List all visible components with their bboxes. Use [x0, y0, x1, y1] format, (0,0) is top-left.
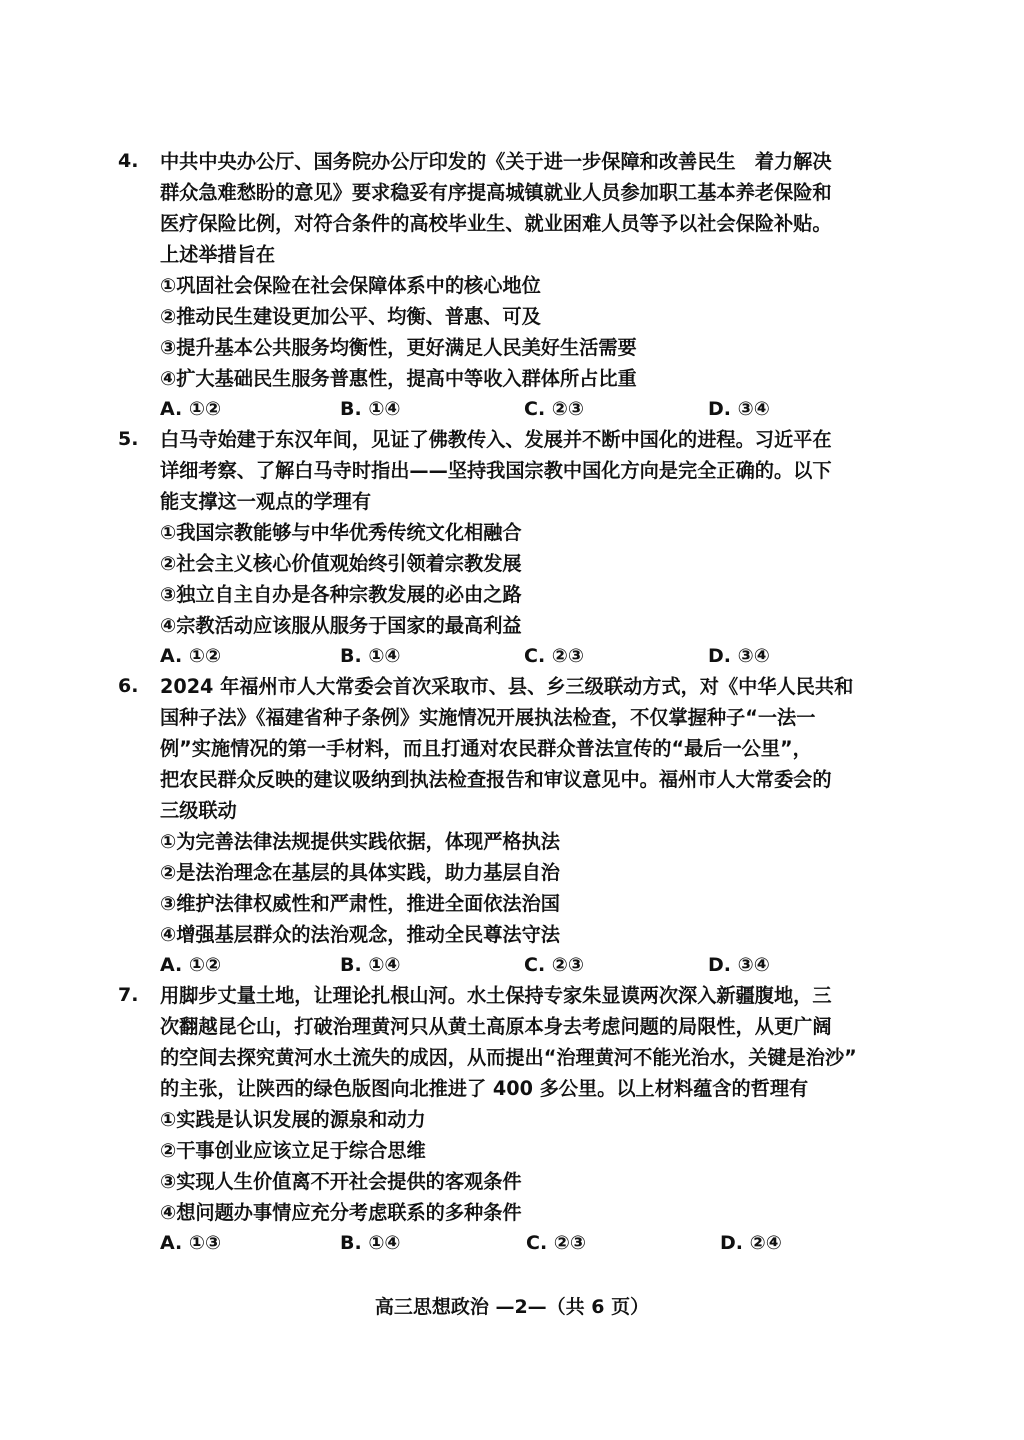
choice-b: B. ①④ — [340, 954, 401, 976]
question-number: 7. — [118, 984, 139, 1006]
option-item: ①实践是认识发展的源泉和动力 — [160, 1108, 426, 1131]
choice-c: C. ②③ — [524, 954, 584, 976]
option-item: ②推动民生建设更加公平、均衡、普惠、可及 — [160, 305, 541, 328]
choice-d: D. ③④ — [708, 645, 770, 667]
option-item: ③提升基本公共服务均衡性，更好满足人民美好生活需要 — [160, 336, 637, 359]
question-5 — [118, 424, 918, 672]
question-stem-line: 的空间去探究黄河水土流失的成因，从而提出“治理黄河不能光治水，关键是治沙” — [160, 1046, 857, 1069]
question-stem-line: 的主张，让陕西的绿色版图向北推进了 400 多公里。以上材料蕴含的哲理有 — [160, 1077, 809, 1100]
choice-b: B. ①④ — [340, 1232, 401, 1254]
option-item: ②社会主义核心价值观始终引领着宗教发展 — [160, 552, 522, 575]
choice-c: C. ②③ — [524, 398, 584, 420]
option-item: ④扩大基础民生服务普惠性，提高中等收入群体所占比重 — [160, 367, 637, 390]
answer-choices — [160, 950, 918, 981]
choice-a: A. ①② — [160, 954, 222, 976]
question-stem-line: 用脚步丈量土地，让理论扎根山河。水土保持专家朱显谟两次深入新疆腹地，三 — [160, 984, 832, 1007]
page-footer: 高三思想政治 —2—（共 6 页） — [374, 1296, 650, 1318]
option-item: ④宗教活动应该服从服务于国家的最高利益 — [160, 614, 522, 637]
question-4 — [118, 146, 918, 425]
option-item: ②是法治理念在基层的具体实践，助力基层自治 — [160, 861, 560, 884]
question-stem-line: 中共中央办公厅、国务院办公厅印发的《关于进一步保障和改善民生 着力解决 — [160, 150, 832, 173]
question-stem-line: 2024 年福州市人大常委会首次采取市、县、乡三级联动方式，对《中华人民共和 — [160, 675, 854, 698]
question-number: 4. — [118, 150, 139, 172]
answer-choices — [160, 1228, 918, 1259]
question-stem-line: 三级联动 — [160, 799, 237, 822]
question-stem-line: 例”实施情况的第一手材料，而且打通对农民群众普法宣传的“最后一公里”， — [160, 737, 812, 760]
question-stem-line: 能支撑这一观点的学理有 — [160, 490, 372, 513]
choice-a: A. ①③ — [160, 1232, 222, 1254]
option-item: ②干事创业应该立足于综合思维 — [160, 1139, 426, 1162]
option-item: ③实现人生价值离不开社会提供的客观条件 — [160, 1170, 522, 1193]
question-stem-line: 群众急难愁盼的意见》要求稳妥有序提高城镇就业人员参加职工基本养老保险和 — [160, 181, 832, 204]
question-7 — [118, 980, 918, 1259]
question-stem-line: 次翻越昆仑山，打破治理黄河只从黄土高原本身去考虑问题的局限性，从更广阔 — [160, 1015, 832, 1038]
question-stem-line: 国种子法》《福建省种子条例》实施情况开展执法检查，不仅掌握种子“一法一 — [160, 706, 816, 729]
option-item: ④想问题办事情应充分考虑联系的多种条件 — [160, 1201, 522, 1224]
choice-b: B. ①④ — [340, 645, 401, 667]
answer-choices — [160, 394, 918, 425]
choice-b: B. ①④ — [340, 398, 401, 420]
option-item: ①巩固社会保险在社会保障体系中的核心地位 — [160, 274, 541, 297]
option-item: ③独立自主自办是各种宗教发展的必由之路 — [160, 583, 522, 606]
question-stem-line: 白马寺始建于东汉年间，见证了佛教传入、发展并不断中国化的进程。习近平在 — [160, 428, 832, 451]
option-item: ①为完善法律法规提供实践依据，体现严格执法 — [160, 830, 560, 853]
question-stem-line: 详细考察、了解白马寺时指出——坚持我国宗教中国化方向是完全正确的。以下 — [160, 459, 832, 482]
option-item: ③维护法律权威性和严肃性，推进全面依法治国 — [160, 892, 560, 915]
option-item: ④增强基层群众的法治观念，推动全民尊法守法 — [160, 923, 560, 946]
choice-d: D. ②④ — [720, 1232, 782, 1254]
choice-c: C. ②③ — [526, 1232, 586, 1254]
choice-d: D. ③④ — [708, 954, 770, 976]
question-number: 6. — [118, 675, 139, 697]
choice-a: A. ①② — [160, 398, 222, 420]
question-stem-line: 上述举措旨在 — [160, 243, 276, 266]
option-item: ①我国宗教能够与中华优秀传统文化相融合 — [160, 521, 522, 544]
choice-a: A. ①② — [160, 645, 222, 667]
choice-c: C. ②③ — [524, 645, 584, 667]
question-6 — [118, 671, 918, 981]
question-number: 5. — [118, 428, 139, 450]
answer-choices — [160, 641, 918, 672]
question-stem-line: 医疗保险比例，对符合条件的高校毕业生、就业困难人员等予以社会保险补贴。 — [160, 212, 832, 235]
choice-d: D. ③④ — [708, 398, 770, 420]
question-stem-line: 把农民群众反映的建议吸纳到执法检查报告和审议意见中。福州市人大常委会的 — [160, 768, 832, 791]
